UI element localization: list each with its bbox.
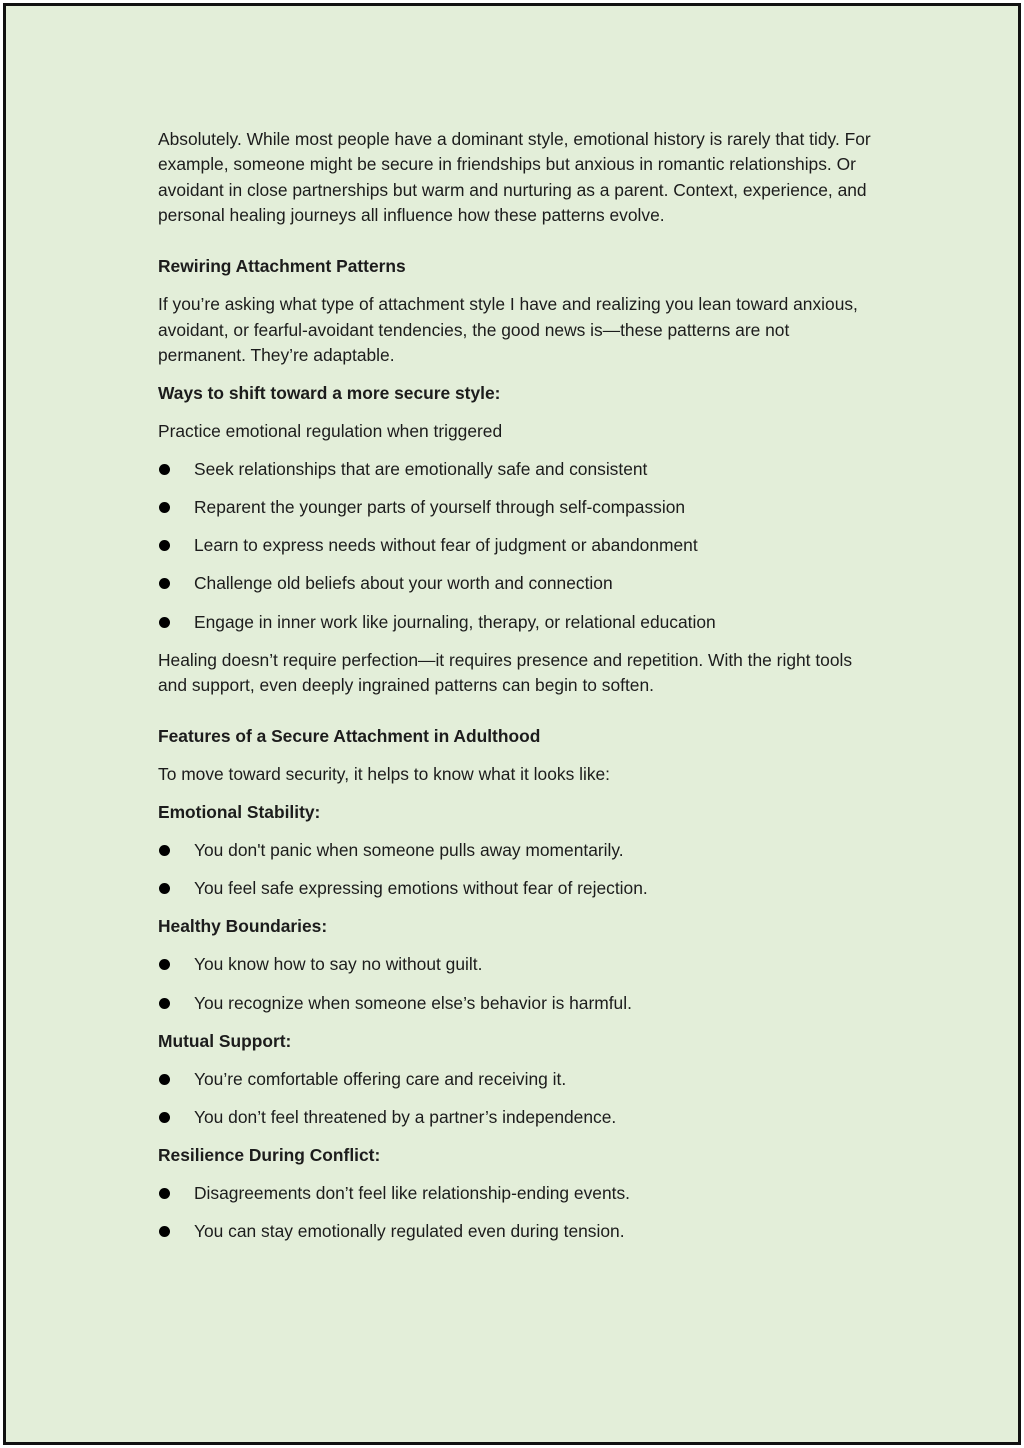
bullet-icon (159, 502, 170, 513)
list-item-text: Seek relationships that are emotionally safe and consistent (194, 459, 648, 480)
list-item-text: You’re comfortable offering care and receiving it. (194, 1068, 567, 1089)
healthy-boundaries-heading: Healthy Boundaries: (158, 916, 328, 937)
list-item (158, 533, 873, 558)
bullet-icon (159, 998, 170, 1009)
list-item-text: Disagreements don’t feel like relationship-ending events. (194, 1183, 630, 1203)
list-item-text: You know how to say no without guilt. (194, 954, 483, 975)
healthy-boundaries-list (158, 952, 873, 1016)
intro-paragraph: Absolutely. While most people have a dominant style, emotional history is rarely that tidy. For example, someone might be secure in friendships but anxious in romantic relationships. Or avoidant in close partnerships but warm and nurturing as a parent. Context, experience, and personal healing journeys all influence how these patterns evolve. (158, 129, 871, 226)
resilience-list (158, 1181, 873, 1245)
bullet-icon (159, 578, 170, 589)
mutual-support-list (158, 1067, 873, 1131)
mutual-support-heading: Mutual Support: (158, 1030, 292, 1051)
ways-first-item: Practice emotional regulation when triggered (158, 421, 503, 442)
emotional-stability-list (158, 838, 873, 902)
list-item-text: You feel safe expressing emotions without fear of rejection. (194, 878, 648, 899)
list-item (158, 457, 873, 482)
list-item (158, 610, 873, 635)
features-heading: Features of a Secure Attachment in Adulthood (158, 725, 541, 746)
list-item (158, 1181, 873, 1206)
document-page (3, 3, 1021, 1445)
list-item-text: You can stay emotionally regulated even during tension. (194, 1221, 625, 1242)
list-item (158, 571, 873, 596)
bullet-icon (159, 464, 170, 475)
list-item (158, 1105, 873, 1130)
bullet-icon (159, 1112, 170, 1123)
list-item-text: Engage in inner work like journaling, therapy, or relational education (194, 611, 716, 632)
resilience-heading: Resilience During Conflict: (158, 1144, 381, 1165)
bullet-icon (159, 1074, 170, 1085)
features-intro: To move toward security, it helps to know what it looks like: (158, 763, 611, 784)
bullet-icon (159, 1226, 170, 1237)
list-item-text: You don't panic when someone pulls away momentarily. (194, 840, 624, 861)
list-item (158, 991, 873, 1016)
list-item-text: You don’t feel threatened by a partner’s independence. (194, 1106, 617, 1127)
bullet-icon (159, 617, 170, 628)
list-item-text: Reparent the younger parts of yourself through self-compassion (194, 497, 686, 518)
bullet-icon (159, 959, 170, 970)
ways-heading: Ways to shift toward a more secure style: (158, 383, 501, 404)
list-item (158, 876, 873, 901)
list-item (158, 495, 873, 520)
bullet-icon (159, 1188, 170, 1199)
emotional-stability-heading: Emotional Stability: (158, 802, 321, 823)
list-item (158, 952, 873, 977)
healing-paragraph: Healing doesn’t require perfection—it requires presence and repetition. With the right tools and support, even deeply ingrained patterns can begin to soften. (158, 649, 853, 696)
list-item (158, 1067, 873, 1092)
list-item-text: Learn to express needs without fear of judgment or abandonment (194, 535, 698, 556)
bullet-icon (159, 845, 170, 856)
list-item-text: You recognize when someone else’s behavior is harmful. (194, 992, 632, 1013)
rewiring-paragraph: If you’re asking what type of attachment style I have and realizing you lean toward anxious, avoidant, or fearful-avoidant tendencies, the good news is—these patterns are not permanent. They’re adaptable. (158, 294, 858, 365)
document-content (158, 127, 873, 1245)
ways-list (158, 457, 873, 635)
list-item (158, 838, 873, 863)
bullet-icon (159, 883, 170, 894)
rewiring-heading: Rewiring Attachment Patterns (158, 256, 406, 277)
bullet-icon (159, 540, 170, 551)
list-item-text: Challenge old beliefs about your worth and connection (194, 573, 613, 594)
list-item (158, 1219, 873, 1244)
